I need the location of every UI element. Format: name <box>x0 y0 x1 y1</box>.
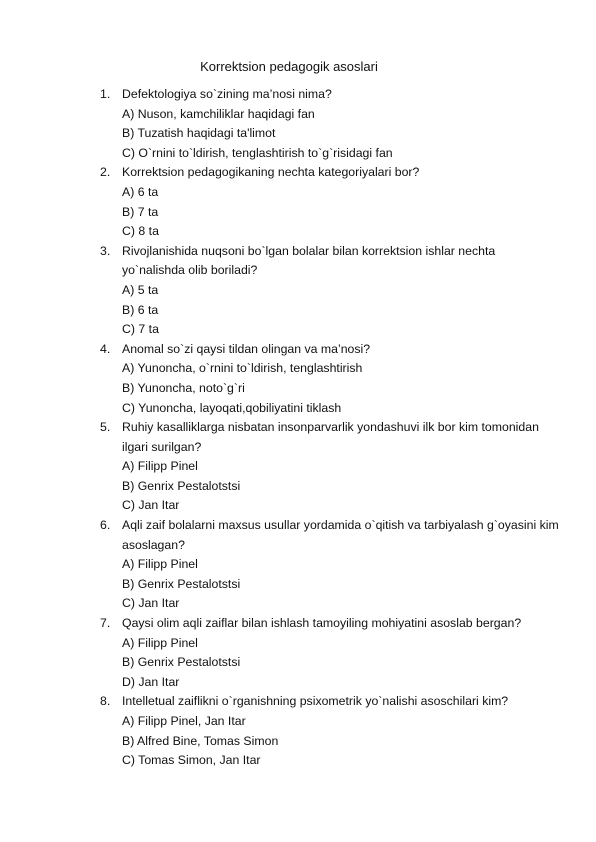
question-number: 1. <box>100 87 111 101</box>
answer-list <box>100 183 560 242</box>
answer-option: C) 7 ta <box>122 322 159 337</box>
answer-list <box>100 281 560 340</box>
answer-option: C) Yunoncha, layoqati,qobiliyatini tiklash <box>122 400 342 415</box>
answer-option: A) Filipp Pinel <box>122 635 198 650</box>
question-text: Ruhiy kasalliklarga nisbatan insonparvarlik yondashuvi ilk bor kim tomonidan ilgari surilgan? <box>122 420 539 454</box>
question-row <box>100 516 560 555</box>
question-row <box>100 85 560 105</box>
question-text: Anomal so`zi qaysi tildan olingan va ma’nosi? <box>122 341 371 356</box>
answer-option: A) 6 ta <box>122 184 159 199</box>
question-text: Aqli zaif bolalarni maxsus usullar yordamida o`qitish va tarbiyalash g`oyasini kim asoslagan? <box>122 518 559 552</box>
question-row <box>100 418 560 457</box>
answer-option: C) Tomas Simon, Jan Itar <box>122 753 261 768</box>
question-text: Qaysi olim aqli zaiflar bilan ishlash tamoyiling mohiyatini asoslab bergan? <box>122 616 522 631</box>
answer-option: B) Genrix Pestalotstsi <box>122 478 241 493</box>
question-row <box>100 692 560 712</box>
answer-list <box>100 105 560 164</box>
question-2 <box>100 163 560 241</box>
question-number: 6. <box>100 518 111 533</box>
question-7 <box>100 614 560 692</box>
answer-list <box>100 634 560 693</box>
answer-option: C) 8 ta <box>122 224 159 239</box>
question-8 <box>100 692 560 770</box>
answer-option: D) Jan Itar <box>122 674 180 689</box>
answer-option: B) Genrix Pestalotstsi <box>122 576 241 591</box>
question-number: 7. <box>100 616 111 631</box>
question-number: 3. <box>100 243 111 258</box>
question-number: 4. <box>100 341 111 356</box>
answer-list <box>100 712 560 771</box>
answer-option: A) Filipp Pinel, Jan Itar <box>122 714 246 728</box>
answer-option: A) Filipp Pinel <box>122 557 198 572</box>
question-3 <box>100 242 560 340</box>
answer-option: C) Jan Itar <box>122 498 180 513</box>
question-number: 2. <box>100 165 111 180</box>
answer-option: C) O`rnini to`ldirish, tenglashtirish to`g`risidagi fan <box>122 145 393 160</box>
answer-option: B) 7 ta <box>122 204 159 219</box>
answer-option: B) Alfred Bine, Tomas Simon <box>122 733 279 748</box>
answer-option: C) Jan Itar <box>122 596 180 611</box>
answer-option: A) 5 ta <box>122 282 159 297</box>
answer-option: A) Nuson, kamchiliklar haqidagi fan <box>122 106 315 121</box>
answer-option: B) 6 ta <box>122 302 159 317</box>
answer-list <box>100 457 560 516</box>
answer-option: A) Filipp Pinel <box>122 459 198 474</box>
question-text: Korrektsion pedagogikaning nechta kategoriyalari bor? <box>122 165 420 180</box>
question-text: Defektologiya so`zining ma’nosi nima? <box>122 87 332 101</box>
question-5 <box>100 418 560 516</box>
question-row <box>100 614 560 634</box>
question-number: 5. <box>100 420 111 435</box>
question-number: 8. <box>100 694 111 709</box>
answer-option: A) Yunoncha, o`rnini to`ldirish, tenglashtirish <box>122 361 363 376</box>
question-row <box>100 242 560 281</box>
question-text: Rivojlanishida nuqsoni bo`lgan bolalar bilan korrektsion ishlar nechta yo`nalishda olib boriladi? <box>122 243 496 278</box>
question-row <box>100 163 560 183</box>
answer-list <box>100 555 560 614</box>
question-text: Intelletual zaiflikni o`rganishning psixometrik yo`nalishi asoschilari kim? <box>122 694 509 709</box>
question-6 <box>100 516 560 614</box>
question-row <box>100 340 560 360</box>
answer-list <box>100 359 560 418</box>
question-1 <box>100 85 560 163</box>
question-list <box>100 85 560 771</box>
answer-option: B) Genrix Pestalotstsi <box>122 655 241 670</box>
answer-option: B) Yunoncha, noto`g`ri <box>122 380 245 395</box>
question-4 <box>100 340 560 418</box>
document-title: Korrektsion pedagogik asoslari <box>200 59 378 74</box>
answer-option: B) Tuzatish haqidagi ta'limot <box>122 126 276 141</box>
